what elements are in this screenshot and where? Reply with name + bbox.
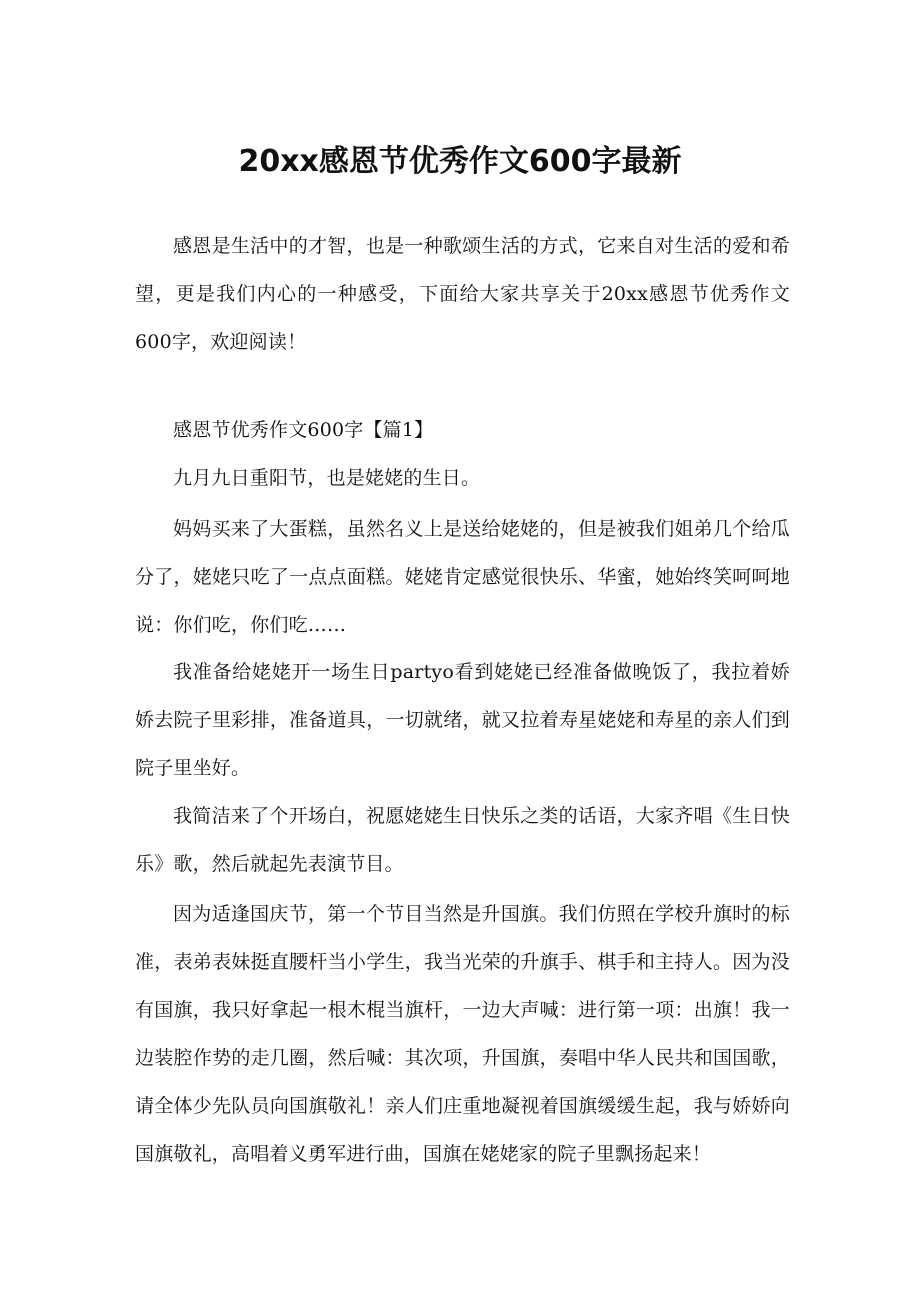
document-title: 20xx感恩节优秀作文600字最新 <box>238 144 682 179</box>
paragraph-5: 因为适逢国庆节，第一个节目当然是升国旗。我们仿照在学校升旗时的标准，表弟表妹挺直腰杆当小学生，我当光荣的升旗手、棋手和主持人。因为没有国旗，我只好拿起一根木棍当旗杆，一边大声喊：进行第一项：出旗！我一边装腔作势的走几圈，然后喊：其次项，升国旗，奏唱中华人民共和国国歌，请全体少先队员向国旗敬礼！亲人们庄重地凝视着国旗缓缓生起，我与娇娇向国旗敬礼，高唱着义勇军进行曲，国旗在姥姥家的院子里飘扬起来！ <box>135 903 790 1165</box>
intro-paragraph: 感恩是生活中的才智，也是一种歌颂生活的方式，它来自对生活的爱和希望，更是我们内心的一种感受，下面给大家共享关于20xx感恩节优秀作文600字，欢迎阅读！ <box>135 235 790 353</box>
paragraph-3: 我准备给姥姥开一场生日partyo看到姥姥已经准备做晚饭了，我拉着娇娇去院子里彩排，准备道具，一切就绪，就又拉着寿星姥姥和寿星的亲人们到院子里坐好。 <box>135 661 790 779</box>
paragraph-2: 妈妈买来了大蛋糕，虽然名义上是送给姥姥的，但是被我们姐弟几个给瓜分了，姥姥只吃了一点点面糕。姥姥肯定感觉很快乐、华蜜，她始终笑呵呵地说：你们吃，你们吃…… <box>135 518 790 636</box>
paragraph-1: 九月九日重阳节，也是姥姥的生日。 <box>173 467 481 489</box>
paragraph-4: 我简洁来了个开场白，祝愿姥姥生日快乐之类的话语，大家齐唱《生日快乐》歌，然后就起先表演节目。 <box>135 805 790 875</box>
section-heading: 感恩节优秀作文600字【篇1】 <box>173 419 434 441</box>
